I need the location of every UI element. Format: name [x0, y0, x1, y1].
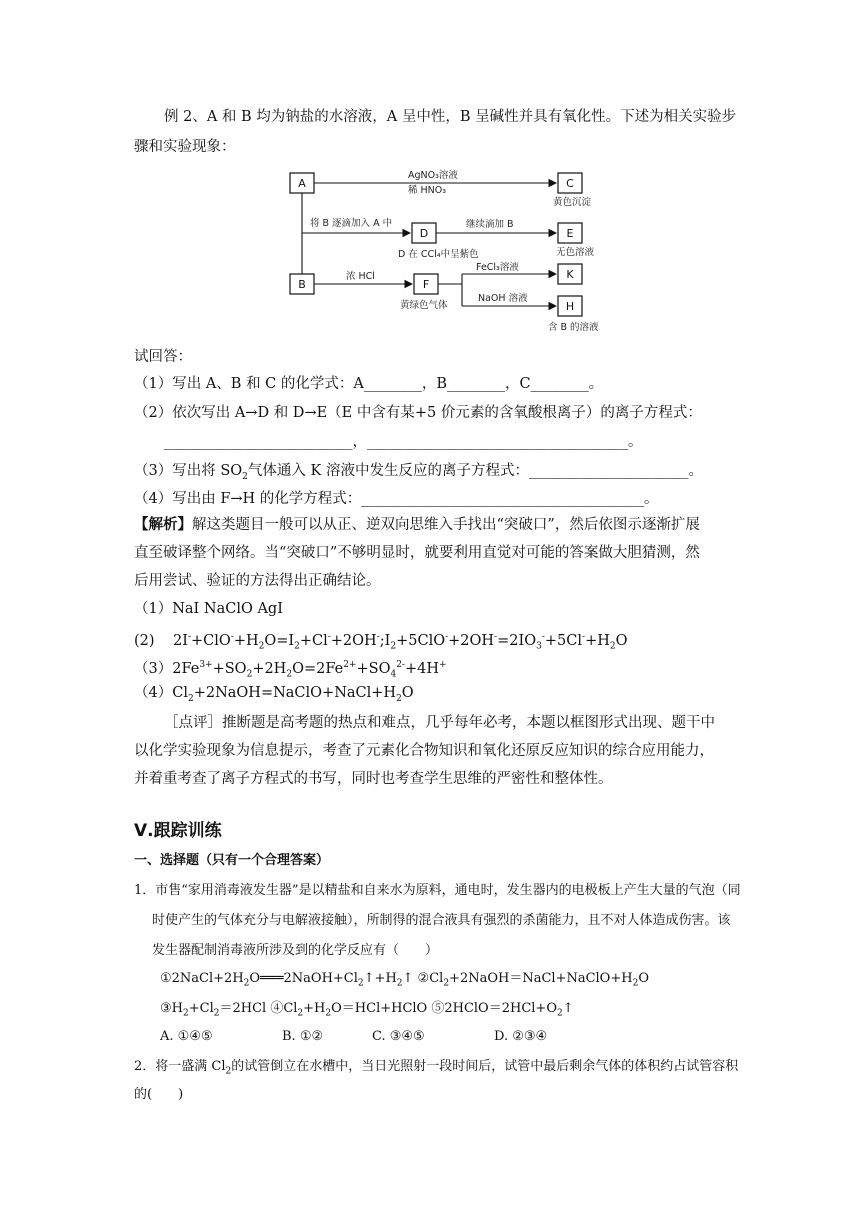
section-title: Ⅴ.跟踪训练: [134, 821, 222, 841]
box-c-label: C: [566, 177, 574, 190]
question-2-blanks: __________________________，____________________________________。: [164, 434, 643, 450]
mcq1-line2: 时使产生的气体充分与电解液接触），所制得的混合液具有强烈的杀菌能力，且不对人体造成伤害。该: [152, 913, 731, 928]
question-4: （4）写出由 F→H 的化学方程式：_______________________________________。: [134, 491, 659, 507]
box-d-label: D: [419, 227, 429, 240]
reagent-hno3: 稀 HNO₃: [408, 185, 447, 196]
question-1: （1）写出 A、B 和 C 的化学式：A________，B________，C________。: [134, 376, 604, 392]
answer-4: $(4)Cl_2+2NaOH=NaClO+NaCl+H_2O$: [134, 685, 414, 704]
mcq1-line3: 发生器配制消毒液所涉及到的化学反应有（ ）: [152, 943, 439, 958]
box-e-label: E: [566, 227, 574, 240]
f-note: 黄绿色气体: [400, 300, 448, 311]
d-note: D 在 CCl₄中呈紫色: [398, 249, 479, 260]
mcq1-equations-2: $③H_2+Cl_2=2HCl$ $④Cl_2+H_2O=HCl+HClO$ $⑤2HClO=2HCl+O_2↑$: [160, 1001, 574, 1019]
naoh: NaOH 溶液: [478, 293, 528, 304]
box-k-label: K: [566, 268, 574, 281]
comment-line1: ［点评］推断题是高考题的热点和难点，几乎每年必考，本题以框图形式出现、题干中: [164, 715, 715, 731]
analysis-line1: 【解析】解这类题目一般可以从正、逆双向思维入手找出“突破口”，然后依图示逐渐扩展: [134, 516, 700, 533]
analysis-line3: 后用尝试、验证的方法得出正确结论。: [134, 573, 381, 589]
mcq1-option-b: B. ①②: [282, 1029, 324, 1044]
step-b-into-a: 将 B 逐滴加入 A 中: [310, 218, 393, 229]
answer-3: $(3)2Fe^{3+}+SO_2+2H_2O=2Fe^{2+}+SO_4^{2-}+4H^+$: [134, 660, 447, 680]
conc-hcl: 浓 HCl: [346, 271, 375, 282]
example-intro-line1: 例 2、A 和 B 均为钠盐的水溶液，A 呈中性，B 呈碱性并具有氧化性。下述为相关实验步: [164, 109, 737, 125]
comment-line3: 并着重考查了离子方程式的书写，同时也考查学生思维的严密性和整体性。: [134, 771, 613, 787]
mcq1-line1: 1．市售“家用消毒液发生器”是以精盐和自来水为原料，通电时，发生器内的电极板上产生大量的气泡（同: [134, 883, 741, 898]
question-2: （2）依次写出 A→D 和 D→E（E 中含有某+5 价元素的含氧酸根离子）的离子方程式：: [134, 405, 702, 421]
mcq1-option-c: C. ③④⑤: [372, 1029, 425, 1044]
h-note: 含 B 的溶液: [548, 322, 599, 333]
answer-1: （1）NaI NaClO AgI: [134, 601, 283, 617]
question-3: （3）写出将 $SO_2$气体通入 K 溶液中发生反应的离子方程式：______________________。: [134, 463, 703, 482]
example-intro-line2: 骤和实验现象：: [134, 139, 236, 155]
e-note: 无色溶液: [556, 247, 595, 258]
section-subtitle: 一、选择题（只有一个合理答案）: [134, 853, 330, 868]
comment-line2: 以化学实验现象为信息提示，考查了元素化合物知识和氧化还原反应知识的综合应用能力，: [134, 743, 714, 759]
answer-2: (2) $2I^-+ClO^-+H_2O=I_2+Cl^-+2OH^-;I_2+5ClO^-+2OH^-=2IO_3^-+5Cl^-+H_2O$: [134, 632, 628, 652]
box-b-label: B: [298, 278, 306, 291]
box-h-label: H: [565, 300, 575, 313]
continue-b: 继续滴加 B: [466, 219, 514, 230]
mcq1-option-d: D. ②③④: [494, 1029, 548, 1044]
mcq1-option-a: A. ①④⑤: [160, 1029, 213, 1044]
box-a-label: A: [298, 177, 306, 190]
box-f-label: F: [422, 278, 430, 291]
reaction-flow-diagram: [0, 160, 860, 340]
mcq2-line1: 2．将一盛满 $Cl_2$的试管倒立在水槽中，当日光照射一段时间后，试管中最后剩余气体的体积约占试管容积: [134, 1059, 739, 1077]
analysis-label: 【解析】: [134, 516, 192, 533]
reagent-agno3: AgNO₃溶液: [408, 170, 458, 181]
mcq1-equations-1: $①2NaCl+2H_2O═══2NaOH+Cl_2↑+H_2↑$ $②Cl_2+2NaOH=NaCl+NaClO+H_2O$: [160, 971, 649, 989]
c-note: 黄色沉淀: [553, 197, 592, 208]
questions-lead: 试回答：: [134, 349, 192, 365]
analysis-line2: 直至破译整个网络。当“突破口”不够明显时，就要利用直觉对可能的答案做大胆猜测，然: [134, 545, 700, 561]
fecl3: FeCl₃溶液: [476, 262, 519, 273]
mcq2-line2: 的( ): [134, 1087, 184, 1102]
